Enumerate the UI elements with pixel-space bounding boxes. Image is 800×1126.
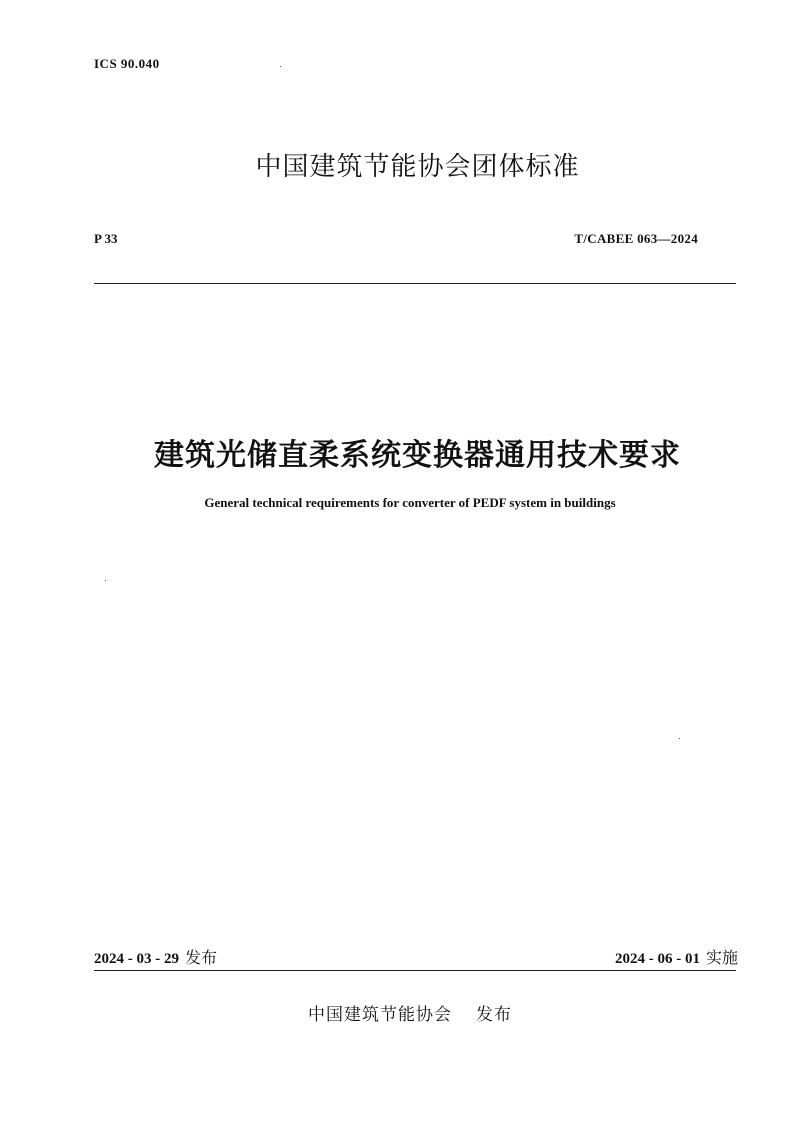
top-divider (94, 283, 736, 284)
publisher-name: 中国建筑节能协会 (308, 1005, 452, 1025)
issue-label: 发布 (185, 948, 218, 967)
bottom-divider (94, 970, 736, 971)
implementation-date-value: 2024 - 06 - 01 (614, 951, 700, 967)
ics-code: ICS 90.040 (94, 56, 160, 71)
organization-standard-title: 中国建筑节能协会团体标准 (255, 152, 580, 182)
implementation-label: 实施 (705, 948, 738, 967)
issue-date (94, 945, 217, 968)
standard-title-chinese: 建筑光储直柔系统变换器通用技术要求 (154, 438, 681, 473)
scan-speck (105, 580, 106, 581)
implementation-date (615, 945, 738, 968)
standard-number: T/CABEE 063—2024 (574, 231, 698, 246)
publisher-line (0, 1000, 800, 1025)
scan-speck (679, 738, 680, 739)
scan-speck (280, 66, 281, 67)
publish-label: 发布 (476, 1005, 512, 1025)
standard-title-english: General technical requirements for converter of PEDF system in buildings (204, 495, 616, 510)
classification-code: P 33 (94, 231, 118, 246)
issue-date-value: 2024 - 03 - 29 (94, 951, 179, 967)
